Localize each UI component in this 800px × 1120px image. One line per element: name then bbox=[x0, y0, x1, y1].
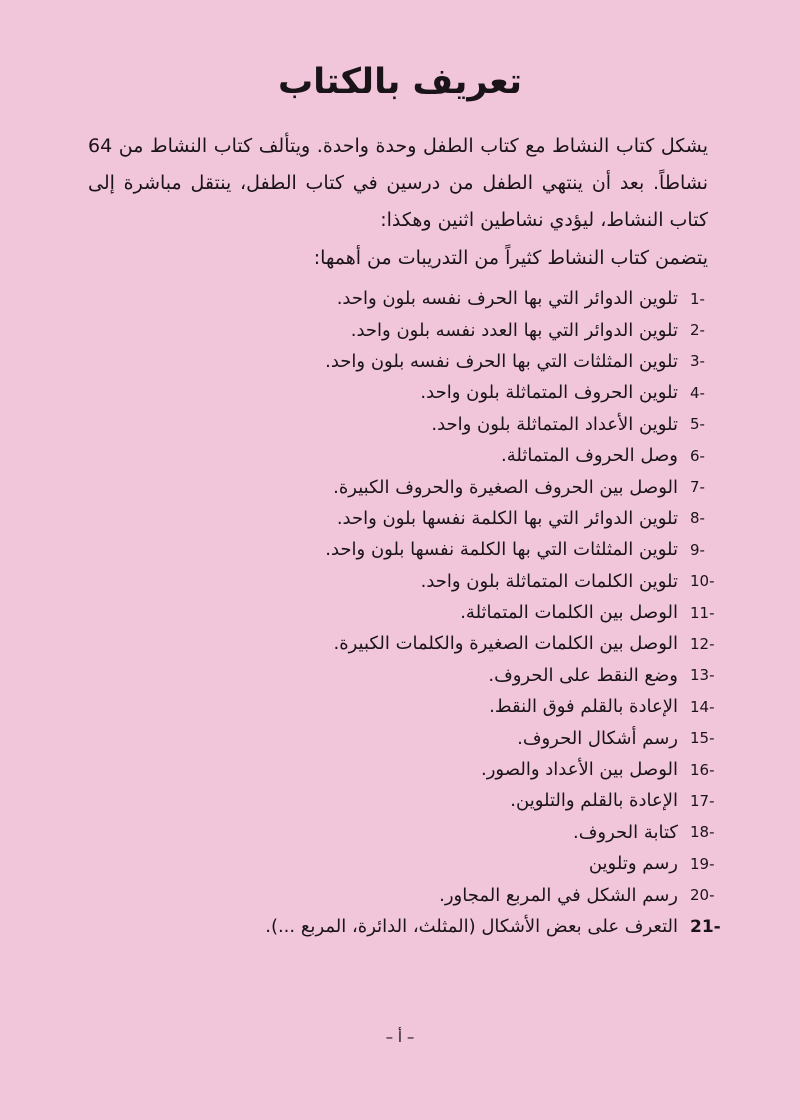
list-item-number: 6- bbox=[690, 446, 705, 465]
list-item-number: 18- bbox=[690, 823, 715, 842]
page-title: تعريف بالكتاب bbox=[277, 62, 523, 102]
list-item-number: 14- bbox=[690, 697, 715, 716]
list-item-text: تلوين الأعداد المتماثلة بلون واحد. bbox=[431, 413, 678, 435]
list-item-text: تلوين المثلثات التي بها الحرف نفسه بلون واحد. bbox=[325, 350, 678, 372]
list-item bbox=[52, 377, 752, 408]
list-item-text: تلوين الحروف المتماثلة بلون واحد. bbox=[420, 382, 678, 404]
list-item-text: الوصل بين الكلمات الصغيرة والكلمات الكبيرة. bbox=[333, 633, 678, 655]
list-item-number: 13- bbox=[690, 666, 715, 685]
list-item-text: وصل الحروف المتماثلة. bbox=[501, 445, 678, 467]
list-item bbox=[52, 314, 752, 345]
list-item-number: 12- bbox=[690, 634, 715, 653]
list-item-text: كتابة الحروف. bbox=[573, 821, 678, 843]
list-item-text: رسم أشكال الحروف. bbox=[517, 727, 678, 749]
list-item-text: تلوين الدوائر التي بها الحرف نفسه بلون واحد. bbox=[336, 288, 678, 310]
list-item-number: 16- bbox=[690, 760, 715, 779]
list-item bbox=[52, 911, 752, 942]
list-item-number: 9- bbox=[690, 540, 705, 559]
list-item bbox=[52, 283, 752, 314]
list-item bbox=[52, 534, 752, 565]
list-item bbox=[52, 660, 752, 691]
list-item-text: الإعادة بالقلم فوق النقط. bbox=[489, 696, 678, 718]
list-item-number: 5- bbox=[690, 415, 705, 434]
list-item bbox=[52, 722, 752, 753]
list-item bbox=[52, 440, 752, 471]
list-item-text: الوصل بين الكلمات المتماثلة. bbox=[460, 602, 678, 624]
list-item-text: تلوين الدوائر التي بها العدد نفسه بلون واحد. bbox=[350, 319, 678, 341]
list-item bbox=[52, 597, 752, 628]
list-item bbox=[52, 566, 752, 597]
list-item bbox=[52, 754, 752, 785]
list-item bbox=[52, 503, 752, 534]
list-item-text: تلوين المثلثات التي بها الكلمة نفسها بلون واحد. bbox=[325, 539, 678, 561]
list-item-text: رسم الشكل في المربع المجاور. bbox=[439, 884, 678, 906]
list-item bbox=[52, 848, 752, 879]
list-item-text: وضع النقط على الحروف. bbox=[488, 664, 678, 686]
list-item-text: الوصل بين الحروف الصغيرة والحروف الكبيرة. bbox=[333, 476, 678, 498]
list-item-text: تلوين الدوائر التي بها الكلمة نفسها بلون واحد. bbox=[336, 507, 678, 529]
list-item-number: 20- bbox=[690, 886, 715, 905]
list-item bbox=[52, 879, 752, 910]
list-item bbox=[52, 785, 752, 816]
list-item bbox=[52, 471, 752, 502]
list-item bbox=[52, 691, 752, 722]
page-number: – أ – bbox=[385, 1028, 415, 1046]
list-item-number: 19- bbox=[690, 854, 715, 873]
list-item-text: التعرف على بعض الأشكال (المثلث، الدائرة، المربع ...). bbox=[265, 916, 678, 937]
activity-list bbox=[52, 283, 752, 942]
list-item-number: 1- bbox=[690, 289, 705, 308]
list-item-number: 17- bbox=[690, 791, 715, 810]
list-item-number: 21- bbox=[690, 916, 721, 937]
list-item bbox=[52, 817, 752, 848]
list-item bbox=[52, 409, 752, 440]
list-item-number: 7- bbox=[690, 478, 705, 497]
list-lead-text: يتضمن كتاب النشاط كثيراً من التدريبات من أهمها: bbox=[313, 247, 708, 269]
list-item-text: رسم وتلوين bbox=[588, 853, 678, 875]
list-item-text: تلوين الكلمات المتماثلة بلون واحد. bbox=[420, 570, 678, 592]
list-item-number: 11- bbox=[690, 603, 715, 622]
list-item-text: الإعادة بالقلم والتلوين. bbox=[510, 790, 678, 812]
list-item-number: 8- bbox=[690, 509, 705, 528]
list-item-text: الوصل بين الأعداد والصور. bbox=[481, 759, 678, 781]
list-item-number: 10- bbox=[690, 572, 715, 591]
list-item-number: 4- bbox=[690, 383, 705, 402]
list-item bbox=[52, 346, 752, 377]
list-item-number: 3- bbox=[690, 352, 705, 371]
list-item-number: 2- bbox=[690, 321, 705, 340]
list-item-number: 15- bbox=[690, 729, 715, 748]
intro-paragraph: يشكل كتاب النشاط مع كتاب الطفل وحدة واحدة. ويتألف كتاب النشاط من 64 نشاطاً. بعد أن ينتهي الطفل من درسين في كتاب الطفل، ينتقل مباشرة إلى كتاب النشاط، ليؤدي نشاطين اثنين وهكذا: bbox=[88, 135, 708, 231]
list-item bbox=[52, 628, 752, 659]
